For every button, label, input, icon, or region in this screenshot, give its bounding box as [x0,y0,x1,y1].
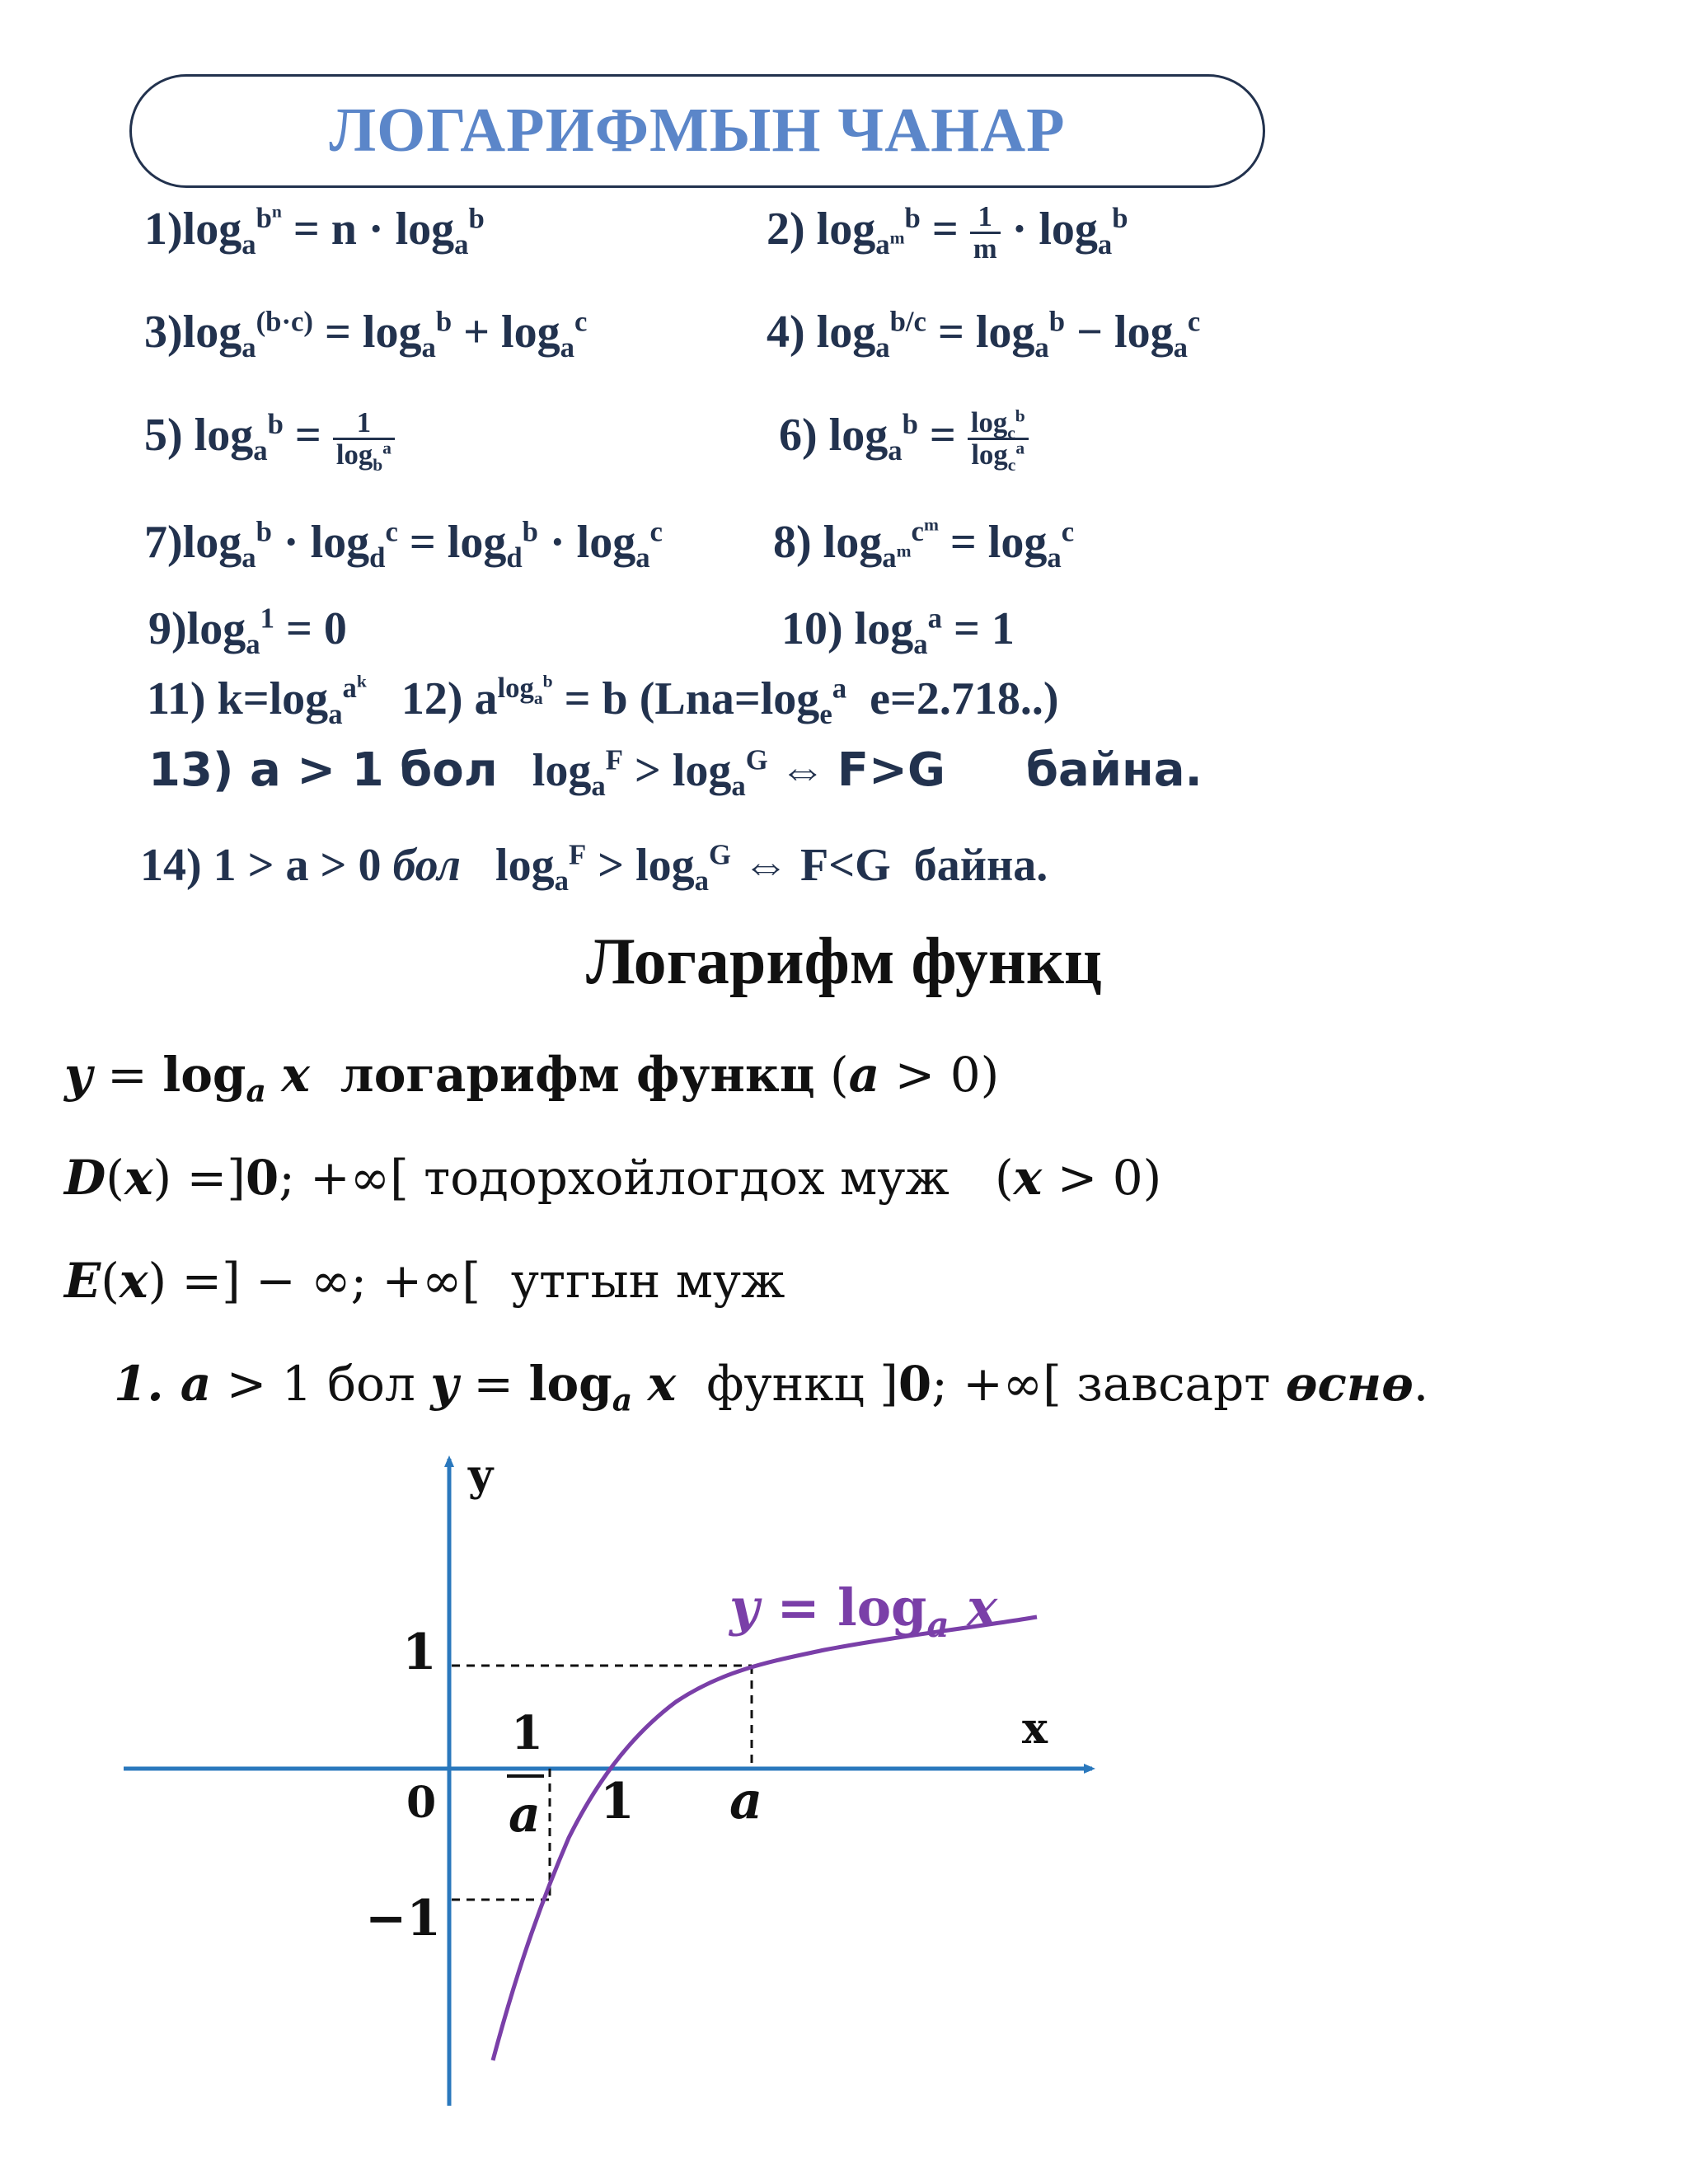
property-4: 4) $\log_a^{b/c} = \log_a^b - \log_a^c$ [767,305,1201,364]
section-title: Логарифм функц [585,926,1102,998]
property-14: 14) 1 > a > 0 бол $\log_a^F > \log_a^G$ ⇔ F<G байна. [140,838,1048,898]
property-3: $3)\log_a^{(b\cdot c)} = \log_a^b + \log_a^c$ [144,305,588,364]
curve-label: $y = \log_a x$ [729,1577,998,1645]
log-curve [493,1617,1037,2060]
definition-line-1: $y = \log_a x$ логарифм функц (a > 0) [64,1047,1000,1109]
property-9: $9)\log_a^1 = 0$ [148,602,347,661]
definition-line-3: E(x) =] − ∞; +∞[ утгын муж [64,1253,785,1309]
page-title: ЛОГАРИФМЫН ЧАНАР [329,96,1066,165]
definition-line-4: 1. a > 1 бол $y = \log_a x$ функц ]0; +∞[ завсарт өснө. [114,1356,1429,1418]
property-13: 13) a > 1 бол $\log_a^F > \log_a^G$ ⇔ F>G байна. [148,743,1203,803]
property-1: $1)\log_a^{b^n} = n \cdot \log_a^b$ [144,201,485,261]
y-axis-label: y [468,1451,494,1501]
property-5: 5) $\log_a^b$ = $\frac{1}{\log_b^a}$ [144,408,395,471]
property-10: 10) $\log_a^a = 1$ [781,602,1015,661]
property-6: 6) $\log_a^b$ = $\frac{\log_c^b}{\log_c^a}$ [779,408,1029,471]
x-axis-label: x [1022,1704,1048,1754]
x-tick-inv-a-den: a [509,1786,541,1844]
property-11-12: 11) $k=\log_a^{a^k}$ 12) $a^{log_a^b} = b$ ($Lna=\log_e^a$ e=2.718..) [147,671,1059,731]
y-tick-neg1: −1 [365,1890,442,1947]
property-2: 2) $\log_{a^m}^b$ = $\frac{1}{m}$ · $\log_a^b$ [767,200,1128,265]
x-tick-inv-a-num: 1 [511,1706,543,1760]
x-tick-1: 1 [600,1773,635,1830]
y-tick-1: 1 [402,1624,437,1681]
property-8: 8) $\log_{a^m}^{c^m} = \log_a^c$ [773,514,1075,574]
definition-line-2: D(x) =]0; +∞[ тодорхойлогдох муж (x > 0) [64,1150,1162,1206]
x-tick-a: a [729,1770,763,1830]
origin-label: 0 [406,1778,437,1828]
property-7: $7)\log_a^b \cdot \log_d^c = \log_d^b \cdot \log_a^c$ [144,515,663,574]
